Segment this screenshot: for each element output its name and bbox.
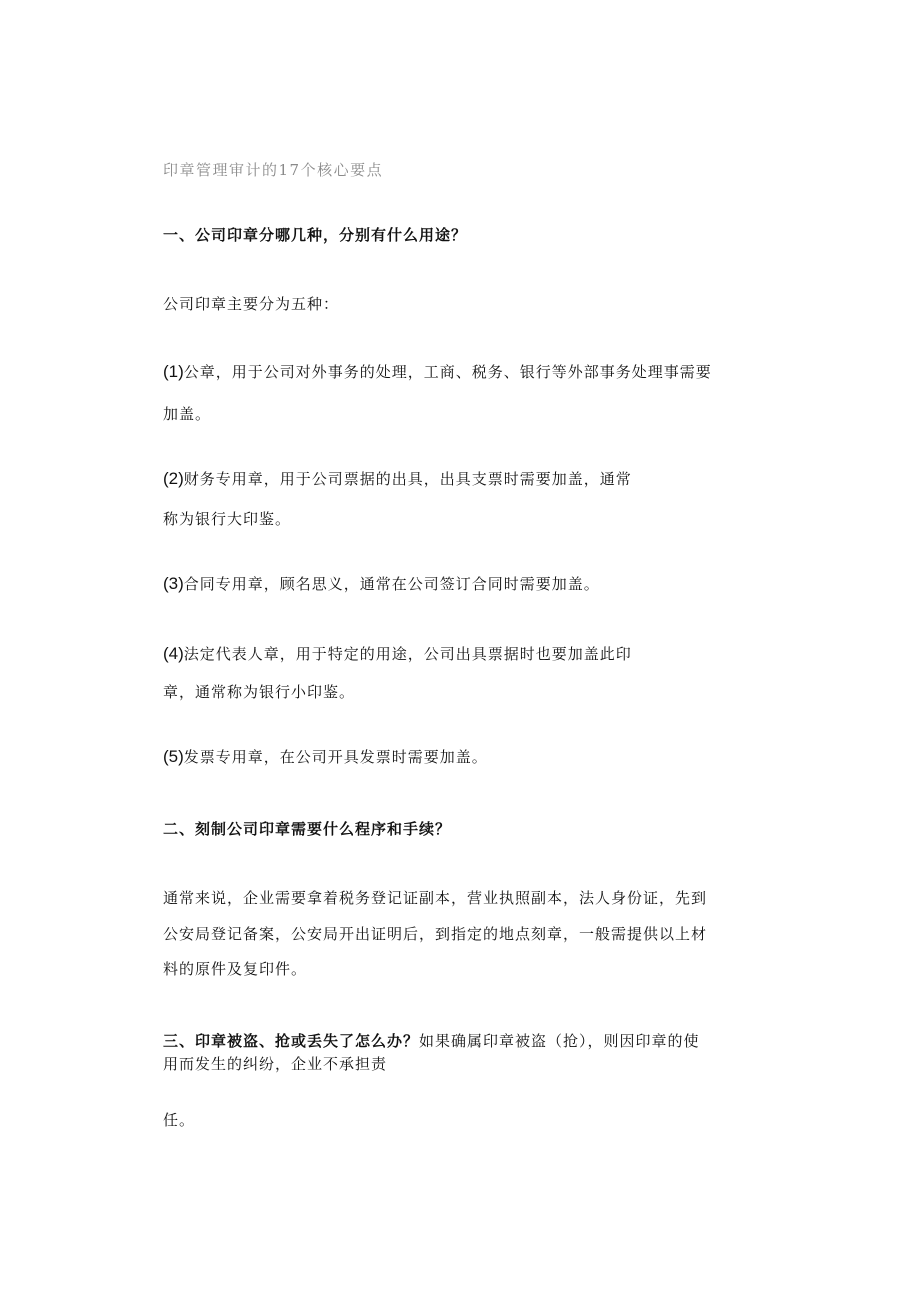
list-item-4-number: (4) (163, 644, 184, 663)
list-item-3-number: (3) (163, 574, 184, 593)
section-3-line-1 (163, 1030, 700, 1052)
section-2-paragraph-line-3: 料的原件及复印件。 (163, 960, 308, 978)
list-item-4-line-2: 章，通常称为银行小印鉴。 (163, 683, 356, 701)
section-2-paragraph-line-1: 通常来说，企业需要拿着税务登记证副本，营业执照副本，法人身份证，先到 (163, 889, 708, 907)
section-2-heading: 二、刻制公司印章需要什么程序和手续？ (163, 820, 452, 838)
list-item-1-text: 公章，用于公司对外事务的处理，工商、税务、银行等外部事务处理事需要 (183, 363, 712, 381)
list-item-2-line-1 (163, 468, 632, 490)
section-2-paragraph-line-2: 公安局登记备案，公安局开出证明后，到指定的地点刻章，一般需提供以上材 (163, 925, 708, 943)
list-item-1-line-2: 加盖。 (163, 405, 212, 423)
section-3-heading: 三、印章被盗、抢或丢失了怎么办？ (163, 1032, 420, 1050)
list-item-3-text: 合同专用章，顾名思义，通常在公司签订合同时需要加盖。 (183, 575, 600, 593)
document-title: 印章管理审计的17个核心要点 (163, 161, 384, 179)
list-item-4-line-1 (163, 643, 632, 665)
section-1-intro: 公司印章主要分为五种： (163, 295, 340, 313)
section-1-heading: 一、公司印章分哪几种，分别有什么用途？ (163, 226, 468, 244)
section-3-text: 如果确属印章被盗（抢），则因印章的使 (419, 1032, 700, 1050)
list-item-4-text: 法定代表人章，用于特定的用途，公司出具票据时也要加盖此印 (183, 645, 632, 663)
list-item-5-line-1 (163, 746, 488, 768)
list-item-2-text: 财务专用章，用于公司票据的出具，出具支票时需要加盖，通常 (183, 470, 632, 488)
list-item-5-number: (5) (163, 747, 184, 766)
list-item-2-number: (2) (163, 469, 184, 488)
list-item-3-line-1 (163, 573, 600, 595)
list-item-5-text: 发票专用章，在公司开具发票时需要加盖。 (183, 748, 488, 766)
list-item-1-number: (1) (163, 362, 184, 381)
list-item-1-line-1 (163, 361, 712, 383)
section-3-line-3: 任。 (163, 1111, 196, 1129)
list-item-2-line-2: 称为银行大印鉴。 (163, 510, 292, 528)
section-3-line-2: 用而发生的纠纷，企业不承担责 (163, 1055, 388, 1073)
